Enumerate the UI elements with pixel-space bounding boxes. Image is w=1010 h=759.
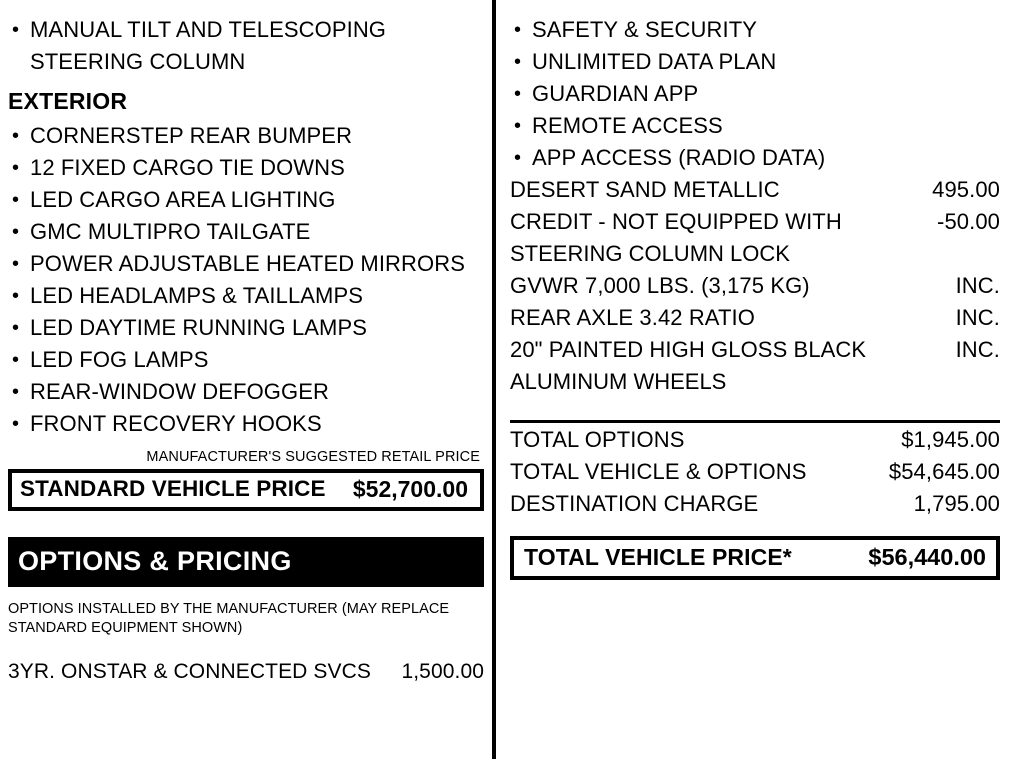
list-item: • SAFETY & SECURITY bbox=[510, 14, 1000, 46]
total-amount: $1,945.00 bbox=[901, 427, 1000, 452]
option-description-continued: STEERING COLUMN LOCK bbox=[510, 241, 790, 266]
right-options-table bbox=[510, 174, 1000, 398]
option-row bbox=[510, 206, 1000, 238]
continued-feature-list bbox=[8, 14, 484, 78]
list-item: • UNLIMITED DATA PLAN bbox=[510, 46, 1000, 78]
option-amount: INC. bbox=[955, 273, 1000, 298]
left-top-spacer bbox=[8, 0, 484, 14]
list-item: • REAR-WINDOW DEFOGGER bbox=[8, 376, 484, 408]
list-item: • GMC MULTIPRO TAILGATE bbox=[8, 216, 484, 248]
option-amount: 495.00 bbox=[932, 177, 1000, 202]
list-item: • LED FOG LAMPS bbox=[8, 344, 484, 376]
total-label: TOTAL VEHICLE & OPTIONS bbox=[510, 459, 807, 484]
standard-vehicle-price-value: $52,700.00 bbox=[352, 475, 468, 502]
total-amount: $54,645.00 bbox=[888, 459, 1000, 484]
option-description: DESERT SAND METALLIC bbox=[510, 177, 780, 202]
option-row bbox=[8, 656, 484, 688]
list-item: • APP ACCESS (RADIO DATA) bbox=[510, 142, 1000, 174]
option-row bbox=[510, 334, 1000, 366]
list-item: • LED HEADLAMPS & TAILLAMPS bbox=[8, 280, 484, 312]
right-top-spacer bbox=[510, 0, 1000, 14]
exterior-feature-list bbox=[8, 120, 484, 440]
right-column bbox=[496, 0, 1010, 759]
exterior-heading: EXTERIOR bbox=[8, 88, 128, 114]
list-item: • MANUAL TILT AND TELESCOPING STEERING COLUMN bbox=[8, 14, 484, 78]
option-description-continued: ALUMINUM WHEELS bbox=[510, 369, 727, 394]
right-feature-list bbox=[510, 14, 1000, 174]
options-pricing-heading: OPTIONS & PRICING bbox=[8, 537, 484, 587]
list-item: • LED DAYTIME RUNNING LAMPS bbox=[8, 312, 484, 344]
list-item: • FRONT RECOVERY HOOKS bbox=[8, 408, 484, 440]
options-note: OPTIONS INSTALLED BY THE MANUFACTURER (MAY REPLACE STANDARD EQUIPMENT SHOWN) bbox=[8, 601, 450, 636]
option-description: 3YR. ONSTAR & CONNECTED SVCS bbox=[8, 660, 371, 683]
option-amount: INC. bbox=[955, 305, 1000, 330]
total-row bbox=[510, 424, 1000, 456]
standard-vehicle-price-box bbox=[8, 469, 484, 511]
list-item: • GUARDIAN APP bbox=[510, 78, 1000, 110]
total-vehicle-price-value: $56,440.00 bbox=[868, 543, 986, 570]
standard-vehicle-price-label: STANDARD VEHICLE PRICE bbox=[20, 476, 326, 501]
list-item: • REMOTE ACCESS bbox=[510, 110, 1000, 142]
option-description: CREDIT - NOT EQUIPPED WITH bbox=[510, 209, 842, 234]
total-row bbox=[510, 456, 1000, 488]
total-amount: 1,795.00 bbox=[913, 491, 1000, 516]
option-amount: INC. bbox=[955, 337, 1000, 362]
total-label: TOTAL OPTIONS bbox=[510, 427, 685, 452]
option-row bbox=[510, 270, 1000, 302]
option-description: GVWR 7,000 LBS. (3,175 KG) bbox=[510, 273, 810, 298]
list-item: • CORNERSTEP REAR BUMPER bbox=[8, 120, 484, 152]
option-amount: 1,500.00 bbox=[401, 660, 484, 683]
total-vehicle-price-label: TOTAL VEHICLE PRICE* bbox=[524, 543, 792, 570]
list-item: • POWER ADJUSTABLE HEATED MIRRORS bbox=[8, 248, 484, 280]
totals-table bbox=[510, 420, 1000, 520]
total-label: DESTINATION CHARGE bbox=[510, 491, 759, 516]
option-description: 20" PAINTED HIGH GLOSS BLACK bbox=[510, 337, 867, 362]
msrp-caption: MANUFACTURER'S SUGGESTED RETAIL PRICE bbox=[146, 449, 480, 465]
list-item: • 12 FIXED CARGO TIE DOWNS bbox=[8, 152, 484, 184]
option-description: REAR AXLE 3.42 RATIO bbox=[510, 305, 755, 330]
option-row bbox=[510, 174, 1000, 206]
list-item: • LED CARGO AREA LIGHTING bbox=[8, 184, 484, 216]
option-row bbox=[510, 302, 1000, 334]
total-vehicle-price-box bbox=[510, 536, 1000, 580]
left-column bbox=[0, 0, 492, 759]
total-row bbox=[510, 488, 1000, 520]
option-amount: -50.00 bbox=[937, 209, 1000, 234]
